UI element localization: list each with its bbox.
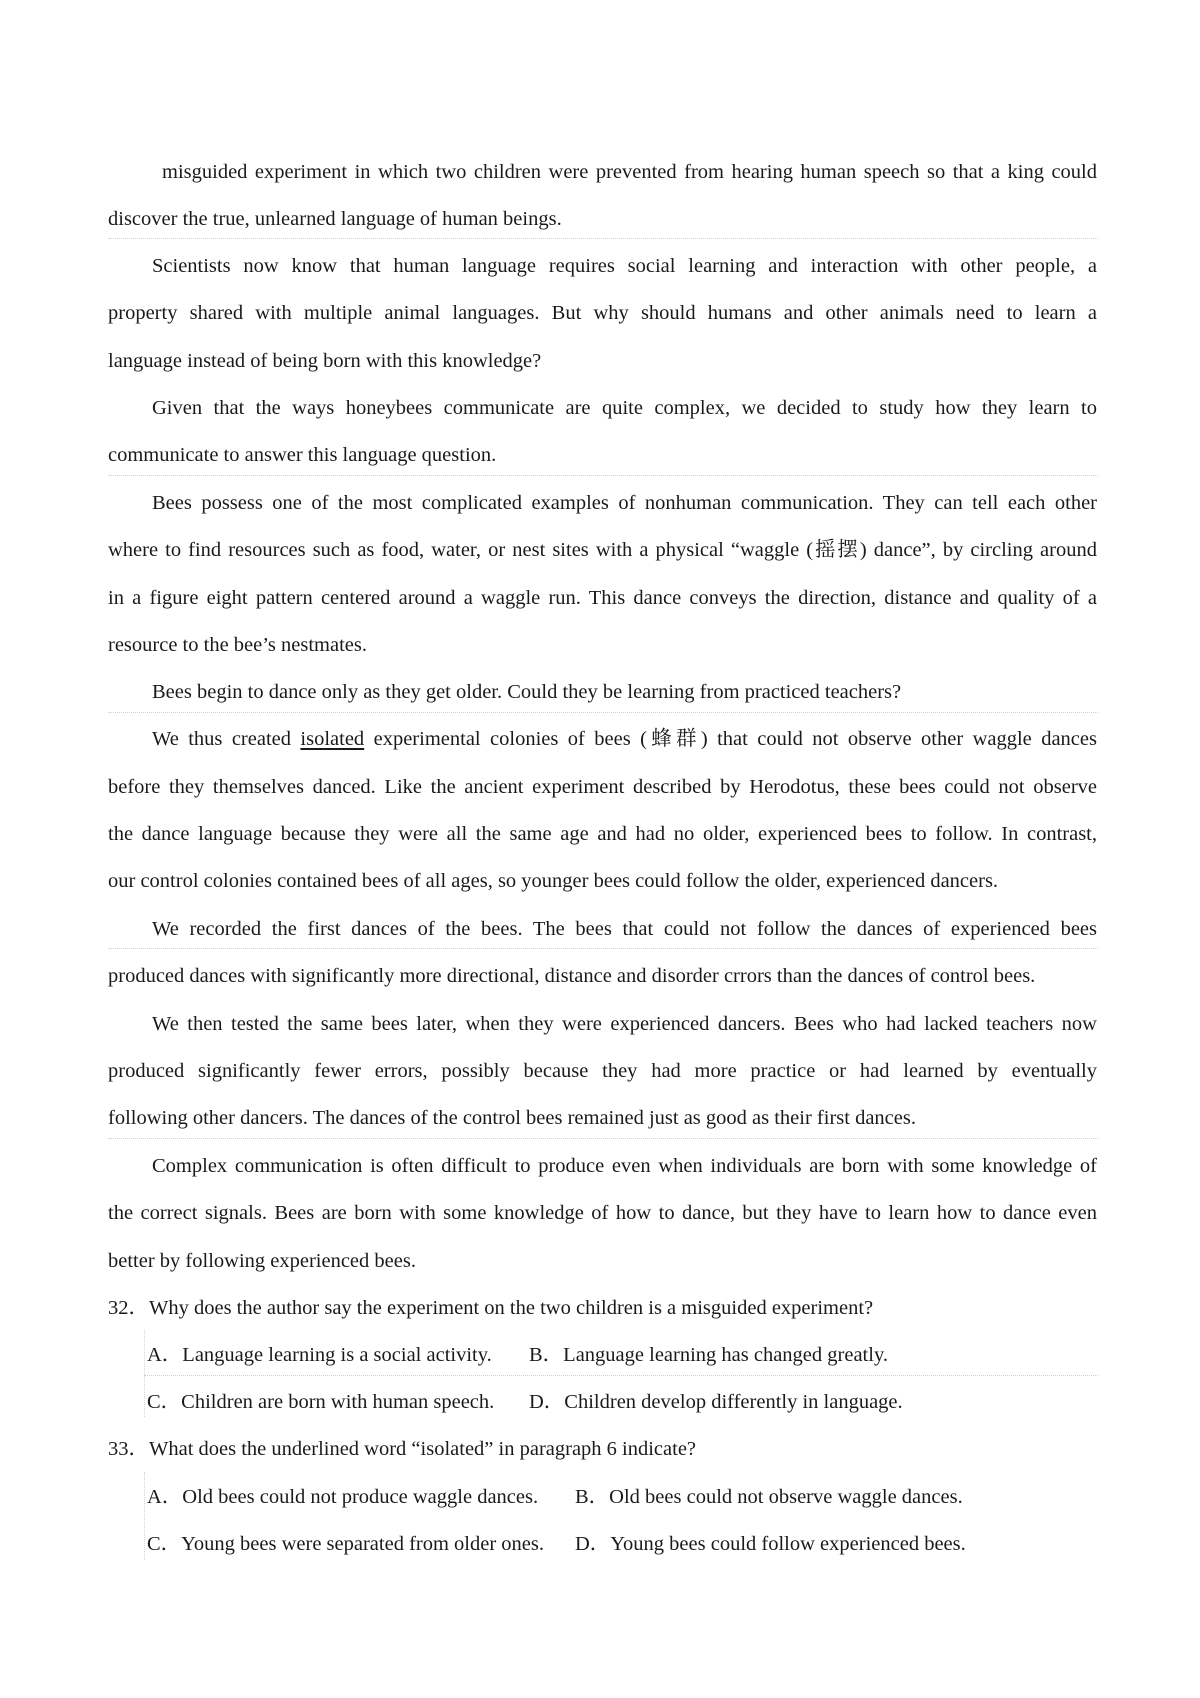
question-32-option-c: C．Children are born with human speech. <box>147 1391 495 1413</box>
paragraph-8-line-3: following other dancers. The dances of the control bees remained just as good as their first dances. <box>108 1107 916 1129</box>
question-33-option-d: D．Young bees could follow experienced bees. <box>575 1533 966 1555</box>
question-32-option-a: A．Language learning is a social activity. <box>147 1344 492 1366</box>
dotted-rule <box>108 238 1098 239</box>
question-number: 33． <box>108 1438 149 1460</box>
paragraph-6-suffix: experimental colonies of bees (蜂群) that could not observe other waggle dances <box>364 728 1097 750</box>
question-text: Why does the author say the experiment on the two children is a misguided experiment? <box>149 1297 874 1319</box>
paragraph-2-line-3: language instead of being born with this knowledge? <box>108 350 542 372</box>
paragraph-6-line-4: our control colonies contained bees of all ages, so younger bees could follow the older, experienced dancers. <box>108 870 999 892</box>
paragraph-6-prefix: We thus created <box>152 728 301 750</box>
question-32-option-d: D．Children develop differently in language. <box>529 1391 903 1413</box>
option-guide-line <box>144 1330 145 1417</box>
paragraph-5-line-1: Bees begin to dance only as they get older. Could they be learning from practiced teachers? <box>152 681 902 703</box>
question-33-option-b: B．Old bees could not observe waggle dances. <box>575 1486 963 1508</box>
paragraph-8-line-1: We then tested the same bees later, when they were experienced dancers. Bees who had lacked teachers now <box>152 1013 1097 1035</box>
option-guide-line <box>144 1472 145 1560</box>
paragraph-4-line-3: in a figure eight pattern centered around a waggle run. This dance conveys the direction, distance and quality of a <box>108 587 1097 609</box>
question-text: What does the underlined word “isolated” in paragraph 6 indicate? <box>149 1438 697 1460</box>
question-33-stem <box>108 1434 696 1464</box>
dotted-rule <box>108 475 1098 476</box>
paragraph-7-line-2: produced dances with significantly more directional, distance and disorder crrors than the dances of control bees. <box>108 965 1036 987</box>
paragraph-9-line-2: the correct signals. Bees are born with some knowledge of how to dance, but they have to learn how to dance even <box>108 1202 1097 1224</box>
question-number: 32． <box>108 1297 149 1319</box>
paragraph-2-line-1: Scientists now know that human language requires social learning and interaction with other people, a <box>152 255 1097 277</box>
underlined-word-isolated: isolated <box>300 728 365 750</box>
paragraph-6-line-1 <box>152 724 1097 754</box>
dotted-rule <box>108 948 1098 949</box>
paragraph-6-line-2: before they themselves danced. Like the ancient experiment described by Herodotus, these bees could not observe <box>108 776 1097 798</box>
dotted-rule <box>108 712 1098 713</box>
paragraph-4-line-4: resource to the bee’s nestmates. <box>108 634 368 656</box>
paragraph-2-line-2: property shared with multiple animal languages. But why should humans and other animals need to learn a <box>108 302 1097 324</box>
paragraph-4-line-1: Bees possess one of the most complicated examples of nonhuman communication. They can tell each other <box>152 492 1097 514</box>
question-32-option-b: B．Language learning has changed greatly. <box>529 1344 888 1366</box>
dotted-rule <box>144 1375 1098 1376</box>
paragraph-8-line-2: produced significantly fewer errors, possibly because they had more practice or had learned by eventually <box>108 1060 1097 1082</box>
question-33-option-c: C．Young bees were separated from older ones. <box>147 1533 544 1555</box>
paragraph-1-line-2: discover the true, unlearned language of human beings. <box>108 208 562 230</box>
paragraph-7-line-1: We recorded the first dances of the bees. The bees that could not follow the dances of experienced bees <box>152 918 1097 940</box>
paragraph-3-line-1: Given that the ways honeybees communicate are quite complex, we decided to study how they learn to <box>152 397 1097 419</box>
paragraph-9-line-1: Complex communication is often difficult to produce even when individuals are born with some knowledge of <box>152 1155 1097 1177</box>
question-32-stem <box>108 1293 873 1323</box>
question-33-option-a: A．Old bees could not produce waggle dances. <box>147 1486 539 1508</box>
paragraph-1-line-1: misguided experiment in which two children were prevented from hearing human speech so that a king could <box>162 161 1097 183</box>
paragraph-9-line-3: better by following experienced bees. <box>108 1250 416 1272</box>
paragraph-3-line-2: communicate to answer this language question. <box>108 444 497 466</box>
paragraph-6-line-3: the dance language because they were all the same age and had no older, experienced bees to follow. In contrast, <box>108 823 1097 845</box>
paragraph-4-line-2: where to find resources such as food, water, or nest sites with a physical “waggle (摇摆) dance”, by circling around <box>108 539 1097 561</box>
dotted-rule <box>108 1138 1098 1139</box>
